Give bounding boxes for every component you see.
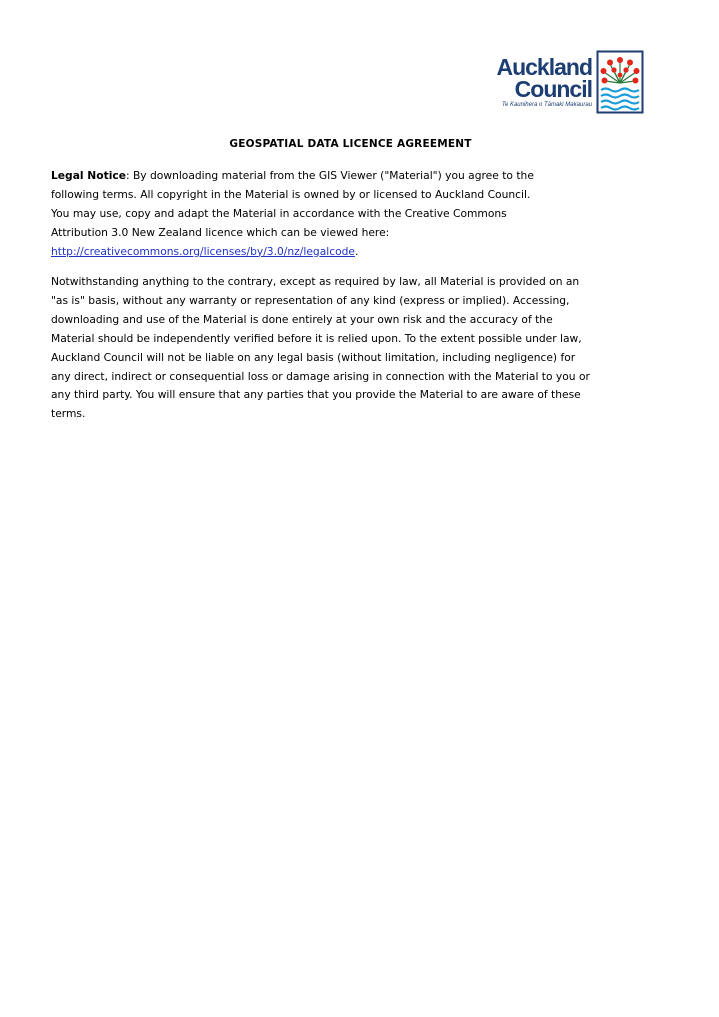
auckland-council-logo — [488, 50, 644, 114]
notice-line-1 — [51, 167, 631, 186]
pohutukawa-flower-icon — [596, 50, 644, 114]
disclaimer-line: "as is" basis, without any warranty or representation of any kind (express or implied). Accessing, — [51, 293, 570, 307]
notice-line-4: Attribution 3.0 New Zealand licence which can be viewed here: — [51, 225, 390, 239]
disclaimer-paragraph — [51, 273, 631, 424]
document-title: GEOSPATIAL DATA LICENCE AGREEMENT — [229, 138, 472, 150]
notice-line-3: You may use, copy and adapt the Material in accordance with the Creative Commons — [51, 206, 507, 220]
notice-line-1-text: : By downloading material from the GIS Viewer ("Material") you agree to the — [125, 169, 534, 182]
disclaimer-line: terms. — [51, 407, 86, 421]
disclaimer-line: Material should be independently verified before it is relied upon. To the extent possible under law, — [51, 331, 582, 345]
disclaimer-line: any direct, indirect or consequential loss or damage arising in connection with the Material to you or — [51, 369, 590, 383]
logo-line-2: Council — [514, 76, 592, 102]
notice-line-5 — [51, 243, 631, 262]
legal-notice-paragraph — [51, 167, 631, 262]
logo-line-1: Auckland — [496, 54, 592, 80]
disclaimer-line: Notwithstanding anything to the contrary, except as required by law, all Material is provided on an — [51, 275, 580, 288]
logo-wordmark — [496, 56, 592, 100]
disclaimer-line: downloading and use of the Material is done entirely at your own risk and the accuracy of the — [51, 312, 553, 326]
disclaimer-line: Auckland Council will not be liable on any legal basis (without limitation, including negligence) for — [51, 350, 576, 364]
licence-link[interactable]: http://creativecommons.org/licenses/by/3.0/nz/legalcode — [51, 244, 355, 258]
legal-notice-label: Legal Notice — [51, 169, 126, 182]
notice-line-2: following terms. All copyright in the Material is owned by or licensed to Auckland Council. — [51, 187, 531, 201]
disclaimer-line: any third party. You will ensure that any parties that you provide the Material to are aware of these — [51, 388, 581, 402]
logo-tagline: Te Kaunihera o Tāmaki Makaurau — [501, 102, 592, 108]
licence-link-suffix: . — [355, 244, 359, 258]
